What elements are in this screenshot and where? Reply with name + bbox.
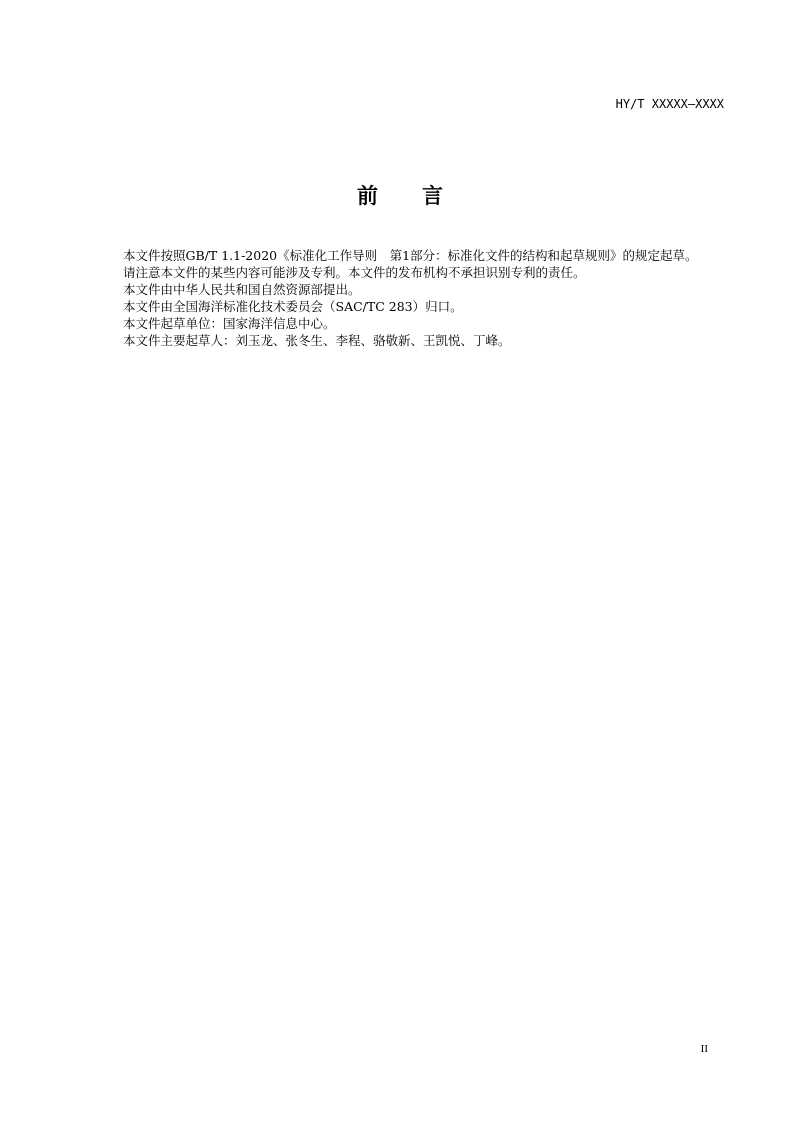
paragraph-patent-notice: 请注意本文件的某些内容可能涉及专利。本文件的发布机构不承担识别专利的责任。 [123, 265, 586, 280]
paragraph-committee: 本文件由全国海洋标准化技术委员会（SAC/TC 283）归口。 [123, 299, 463, 314]
paragraph-drafting-rules: 本文件按照GB/T 1.1-2020《标准化工作导则 第1部分：标准化文件的结构和起草规则》的规定起草。 [123, 248, 698, 263]
document-code: HY/T XXXXX—XXXX [615, 97, 724, 111]
paragraph-drafters: 本文件主要起草人：刘玉龙、张冬生、李程、骆敬新、王凯悦、丁峰。 [123, 333, 511, 348]
paragraph-drafting-unit: 本文件起草单位：国家海洋信息中心。 [123, 316, 336, 331]
page-title [0, 180, 800, 210]
paragraph-proposer: 本文件由中华人民共和国自然资源部提出。 [123, 282, 361, 297]
page-number: II [700, 1043, 708, 1055]
title-char-1: 前 [357, 184, 378, 208]
foreword-body [98, 247, 724, 349]
title-char-2: 言 [422, 184, 443, 208]
